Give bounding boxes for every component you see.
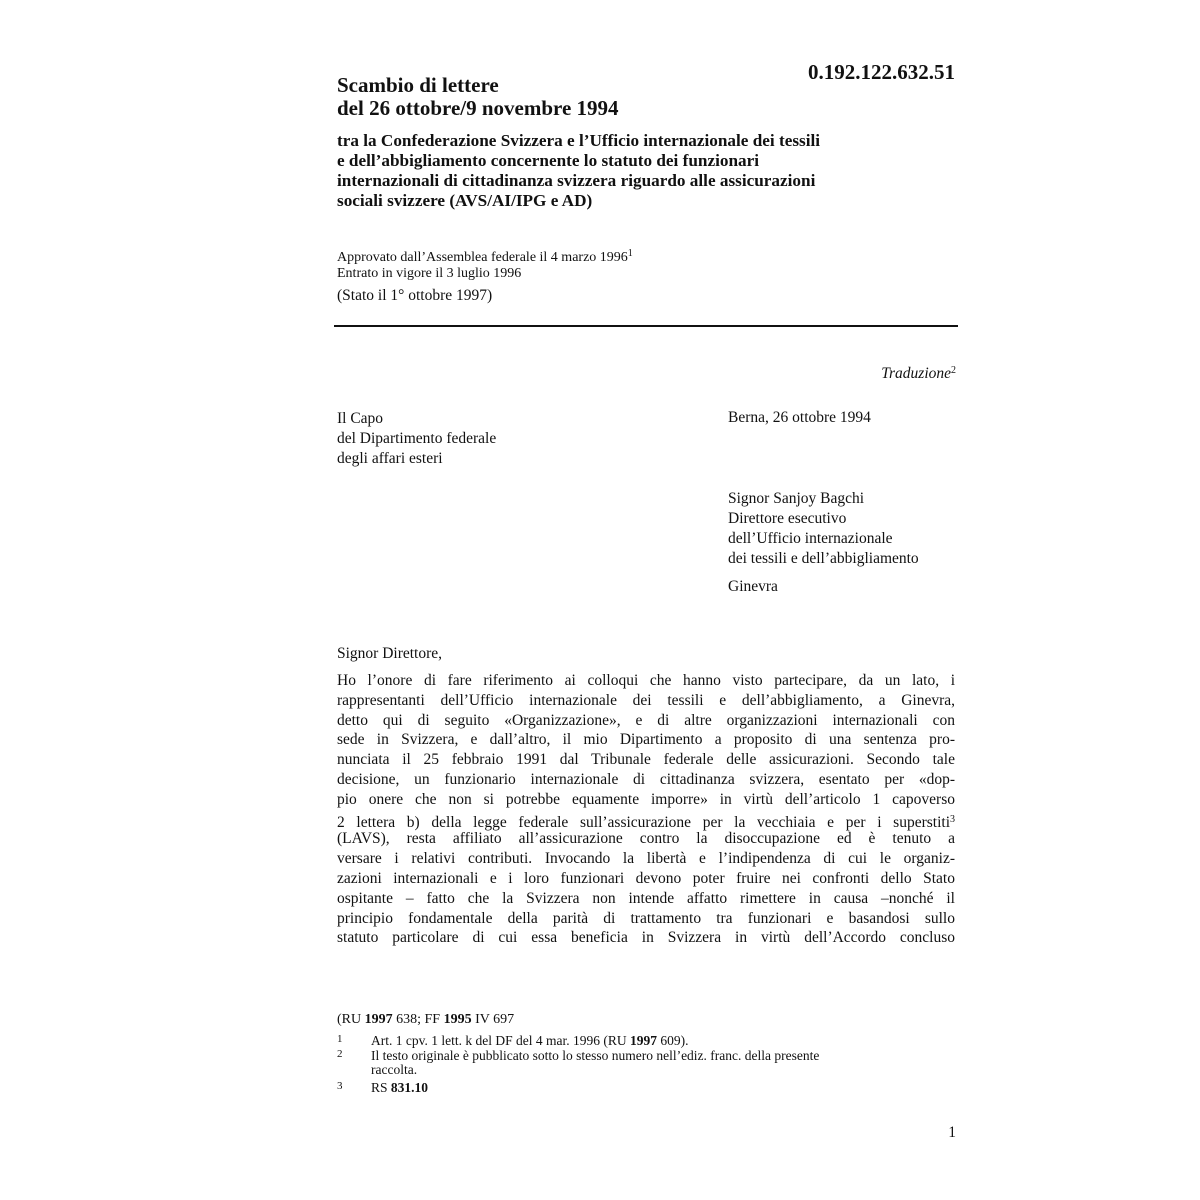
source-text: 638; FF — [392, 1012, 444, 1027]
source-year: 1997 — [364, 1012, 393, 1027]
in-force-line: Entrato in vigore il 3 luglio 1996 — [337, 266, 522, 281]
footnote-number: 2 — [337, 1048, 343, 1060]
footnote-text-line: Il testo originale è pubblicato sotto lo stesso numero nell’ediz. franc. della presente — [371, 1048, 820, 1063]
footnote-text — [371, 1081, 931, 1095]
body-line: (LAVS), resta affiliato all’assicurazione contro la disoccupazione ed è tenuto a — [337, 830, 955, 848]
footnote-number: 1 — [337, 1033, 343, 1045]
recipient-line: Direttore esecutivo — [728, 510, 847, 527]
approval-info — [337, 246, 937, 282]
body-line-with-ref — [337, 810, 955, 830]
footnote-bold: 831.10 — [390, 1080, 429, 1095]
source-text: IV 697 — [471, 1012, 515, 1027]
document-subtitle — [337, 131, 937, 211]
body-line: Ho l’onore di fare riferimento ai colloqui che hanno visto partecipare, da un lato, i — [337, 672, 955, 689]
approved-line — [337, 246, 937, 266]
body-line: zazioni internazionali e i loro funzionari devono poter fruire nei confronti dello Stato — [337, 869, 955, 887]
sender-line: del Dipartimento federale — [337, 430, 497, 447]
page-number: 1 — [948, 1124, 956, 1141]
footnote-ref-2[interactable]: 2 — [951, 365, 956, 376]
footnote-text-part: Art. 1 cpv. 1 lett. k del DF del 4 mar. 1996 (RU — [371, 1033, 630, 1048]
document-title — [337, 74, 757, 120]
body-line: sede in Svizzera, e dall’altro, il mio Dipartimento a proposito di una sentenza pro- — [337, 731, 955, 749]
body-line: detto qui di seguito «Organizzazione», e di altre organizzazioni internazionali con — [337, 711, 955, 729]
footnote-number: 3 — [337, 1080, 343, 1092]
status-date: (Stato il 1° ottobre 1997) — [337, 287, 493, 304]
recipient-line: Signor Sanjoy Bagchi — [728, 490, 865, 507]
sender-block — [337, 409, 597, 469]
body-line: versare i relativi contributi. Invocando la libertà e l’indipendenza di cui le organiz- — [337, 850, 955, 868]
footnote-text — [371, 1049, 931, 1077]
title-line: Scambio di lettere — [337, 73, 499, 97]
footnote-ref-3[interactable]: 3 — [950, 813, 955, 825]
body-line: nunciata il 25 febbraio 1991 dal Tribunale federale delle assicurazioni. Secondo tale — [337, 751, 955, 769]
sender-line: degli affari esteri — [337, 450, 443, 467]
header-divider — [334, 325, 958, 327]
subtitle-line: tra la Confederazione Svizzera e l’Ufficio internazionale dei tessili — [337, 131, 821, 150]
source-text: (RU — [337, 1012, 365, 1027]
recipient-block — [728, 489, 968, 569]
subtitle-line: e dell’abbigliamento concernente lo statuto dei funzionari — [337, 151, 760, 170]
footnote-text — [371, 1034, 931, 1048]
translation-text: Traduzione — [881, 365, 951, 382]
recipient-city: Ginevra — [728, 578, 778, 595]
salutation: Signor Direttore, — [337, 645, 443, 662]
body-line: pio onere che non si potrebbe equamente imporre» in virtù dell’articolo 1 capoverso — [337, 790, 955, 808]
body-line: ospitante – fatto che la Svizzera non intende affatto rimettere in causa –nonché il — [337, 889, 955, 907]
letter-body — [337, 671, 955, 948]
footnote-bold: 1997 — [629, 1033, 657, 1048]
body-line: statuto particolare di cui essa beneficia in Svizzera in virtù dell’Accordo concluso — [337, 929, 955, 947]
source-reference — [337, 1012, 514, 1028]
approved-text: Approvato dall’Assemblea federale il 4 marzo 1996 — [337, 250, 628, 265]
sender-line: Il Capo — [337, 410, 384, 427]
body-line: decisione, un funzionario internazionale di cittadinanza svizzera, esentato per «dop- — [337, 770, 955, 788]
title-line: del 26 ottobre/9 novembre 1994 — [337, 96, 619, 120]
footnote-text-part: 609). — [656, 1033, 689, 1048]
subtitle-line: internazionali di cittadinanza svizzera riguardo alle assicurazioni — [337, 171, 816, 190]
body-line: rappresentanti dell’Ufficio internazionale dei tessili e dell’abbigliamento, a Ginevra, — [337, 691, 955, 709]
footnote-ref-1[interactable]: 1 — [627, 248, 633, 259]
body-line: principio fondamentale della parità di trattamento tra funzionari e basandosi sullo — [337, 909, 955, 927]
subtitle-line: sociali svizzere (AVS/AI/IPG e AD) — [337, 191, 593, 210]
recipient-line: dei tessili e dell’abbigliamento — [728, 550, 919, 567]
translation-label — [700, 365, 956, 383]
sr-number: 0.192.122.632.51 — [808, 60, 955, 84]
place-date: Berna, 26 ottobre 1994 — [728, 409, 871, 426]
source-year: 1995 — [443, 1012, 472, 1027]
footnote-text-line: raccolta. — [371, 1062, 418, 1077]
footnote-text-part: RS — [371, 1080, 391, 1095]
body-line-text: 2 lettera b) della legge federale sull’assicurazione per la vecchiaia e per i superstiti — [337, 813, 950, 831]
recipient-line: dell’Ufficio internazionale — [728, 530, 893, 547]
